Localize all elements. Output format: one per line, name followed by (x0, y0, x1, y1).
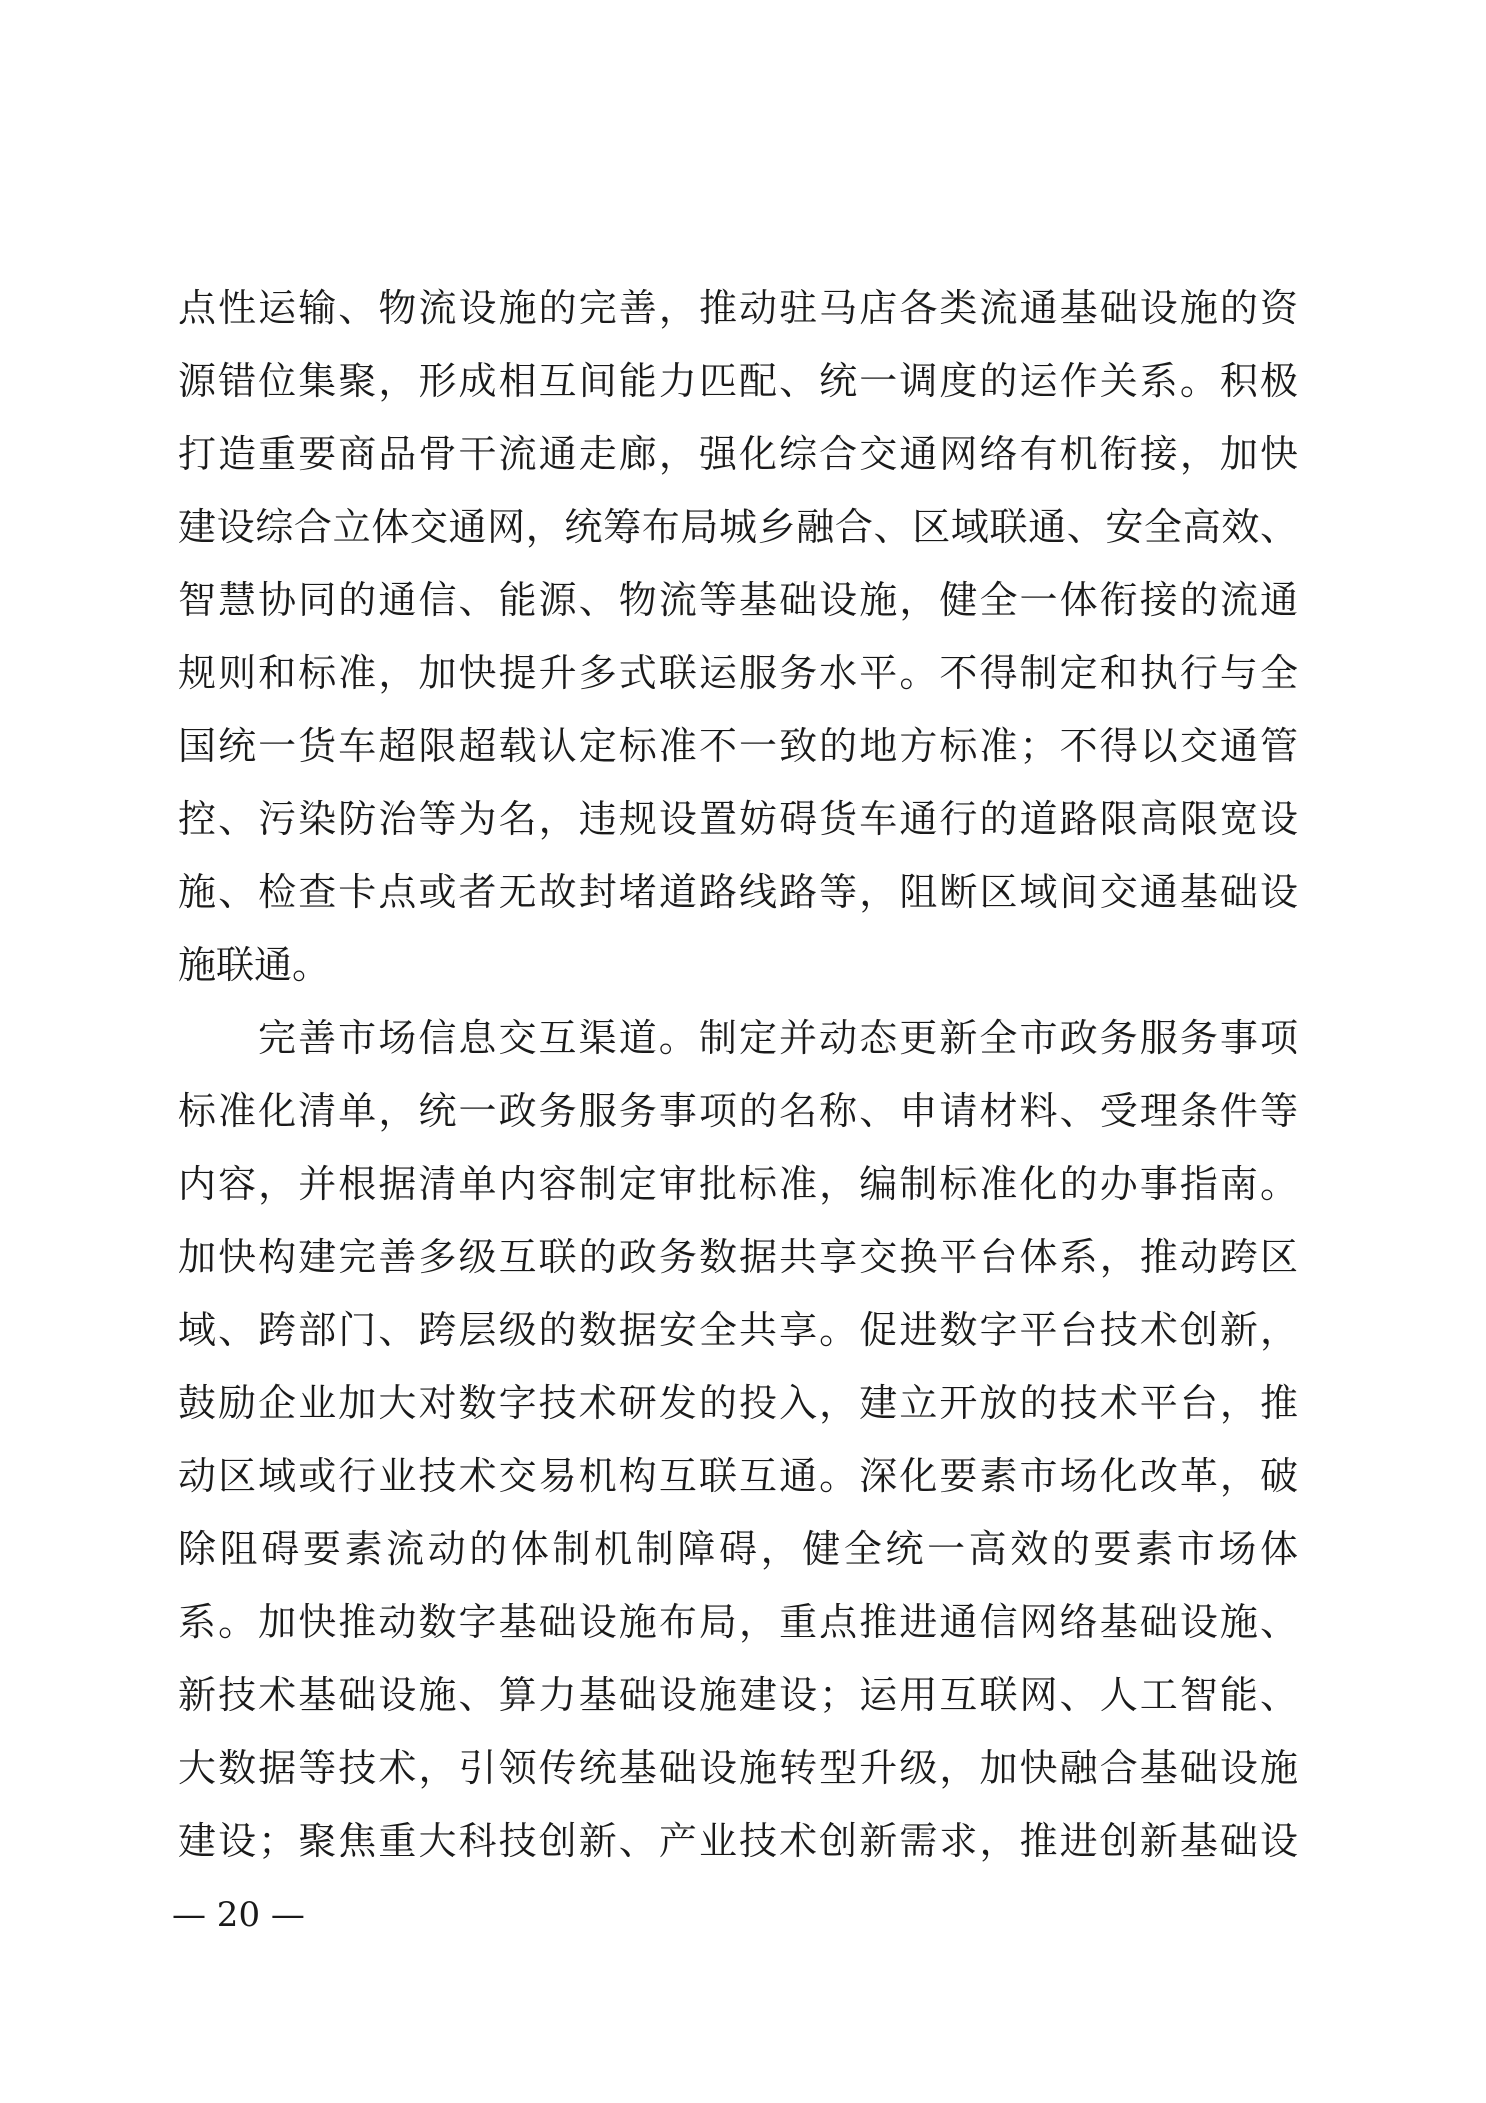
text-line: 域、跨部门、跨层级的数据安全共享。促进数字平台技术创新， (178, 1308, 1298, 1352)
text-line: 加快构建完善多级互联的政务数据共享交换平台体系，推动跨区 (178, 1235, 1298, 1279)
text-line: 打造重要商品骨干流通走廊，强化综合交通网络有机衔接，加快 (178, 432, 1298, 476)
text-line: 智慧协同的通信、能源、物流等基础设施，健全一体衔接的流通 (178, 578, 1298, 622)
text-line: 源错位集聚，形成相互间能力匹配、统一调度的运作关系。积极 (178, 359, 1298, 403)
text-line: 点性运输、物流设施的完善，推动驻马店各类流通基础设施的资 (178, 286, 1298, 330)
text-line: 完善市场信息交互渠道。制定并动态更新全市政务服务事项 (258, 1016, 1298, 1060)
text-line: 建设；聚焦重大科技创新、产业技术创新需求，推进创新基础设 (178, 1819, 1298, 1863)
text-line: 施、检查卡点或者无故封堵道路线路等，阻断区域间交通基础设 (178, 870, 1298, 914)
text-line: 鼓励企业加大对数字技术研发的投入，建立开放的技术平台，推 (178, 1381, 1298, 1425)
body-text (178, 272, 1298, 1878)
text-line: 国统一货车超限超载认定标准不一致的地方标准；不得以交通管 (178, 724, 1298, 768)
text-line: 建设综合立体交通网，统筹布局城乡融合、区域联通、安全高效、 (178, 505, 1298, 549)
text-line: 除阻碍要素流动的体制机制障碍，健全统一高效的要素市场体 (178, 1527, 1298, 1571)
text-line: 标准化清单，统一政务服务事项的名称、申请材料、受理条件等 (178, 1089, 1298, 1133)
text-line: 控、污染防治等为名，违规设置妨碍货车通行的道路限高限宽设 (178, 797, 1298, 841)
text-line: 动区域或行业技术交易机构互联互通。深化要素市场化改革，破 (178, 1454, 1298, 1498)
page-number: — 20 — (172, 1895, 305, 1935)
text-line: 规则和标准，加快提升多式联运服务水平。不得制定和执行与全 (178, 651, 1298, 695)
text-line: 大数据等技术，引领传统基础设施转型升级，加快融合基础设施 (178, 1746, 1298, 1790)
text-line: 系。加快推动数字基础设施布局，重点推进通信网络基础设施、 (178, 1600, 1298, 1644)
text-line: 施联通。 (178, 943, 331, 987)
text-line: 内容，并根据清单内容制定审批标准，编制标准化的办事指南。 (178, 1162, 1298, 1206)
text-line: 新技术基础设施、算力基础设施建设；运用互联网、人工智能、 (178, 1673, 1298, 1717)
